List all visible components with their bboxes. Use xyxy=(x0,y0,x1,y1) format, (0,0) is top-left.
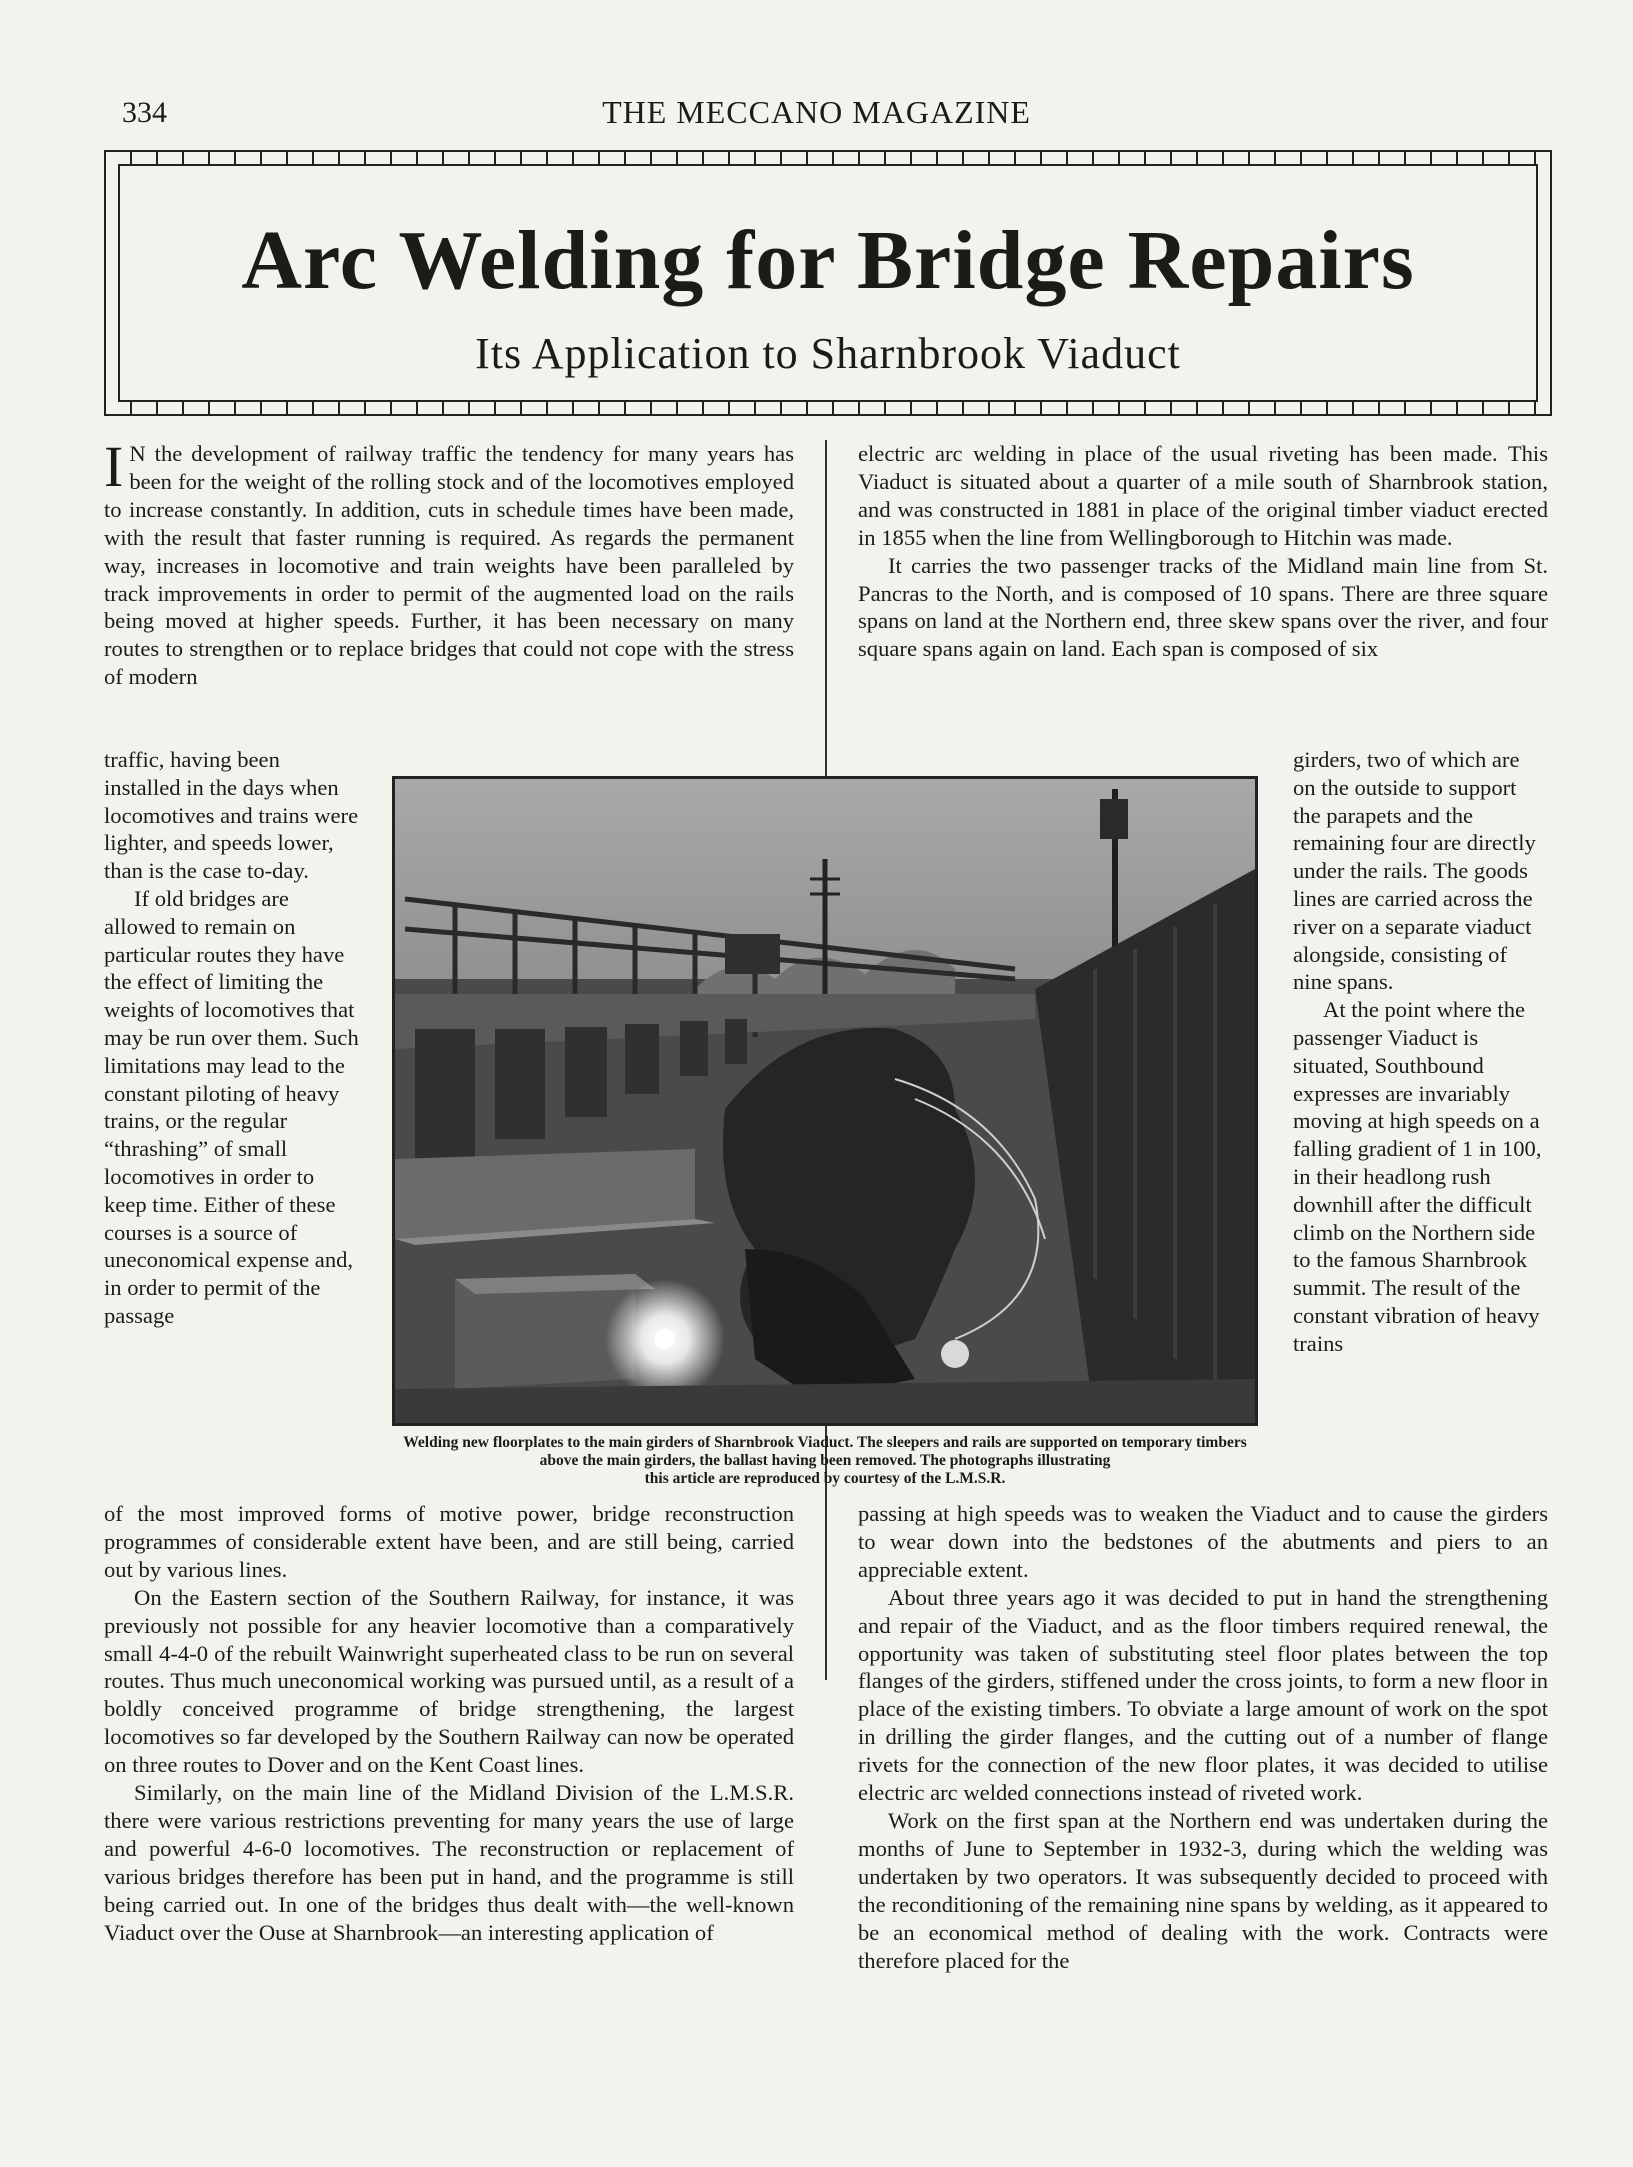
left-column-bottom xyxy=(104,1500,794,1947)
right-top-paragraph-2: It carries the two passenger tracks of the Midland main line from St. Pancras to the North, and is composed of 10 spans. There are three square spans on land at the Northern end, three skew spans over the river, and four square spans again on land. Each span is composed of six xyxy=(858,552,1548,662)
floor-lamp xyxy=(941,1340,969,1368)
right-bottom-paragraph-1: passing at high speeds was to weaken the Viaduct and to cause the girders to wear down into the bedstones of the abutments and piers to an appreciable extent. xyxy=(858,1501,1548,1582)
right-column-bottom xyxy=(858,1500,1548,1974)
right-top-paragraph-1: electric arc welding in place of the usual riveting has been made. This Viaduct is situated about a quarter of a mile south of Sharnbrook station, and was constructed in 1881 in place of the original timber viaduct erected in 1855 when the line from Wellingborough to Hitchin was made. xyxy=(858,441,1548,550)
right-side-paragraph-2: At the point where the passenger Viaduct is situated, Southbound expresses are invariably moving at high speeds on a falling gradient of 1 in 100, in their headlong rush downhill after the difficult climb on the Northern side to the famous Sharnbrook summit. The result of the constant vibration of heavy trains xyxy=(1293,997,1542,1356)
left-side-paragraph-2: If old bridges are allowed to remain on particular routes they have the effect of limiting the weights of locomotives that may be run over them. Such limitations may lead to the constant piloting of heavy trains, or the regular “thrashing” of small locomotives in order to keep time. Either of these courses is a source of uneconomical expense and, in order to permit of the passage xyxy=(104,885,359,1328)
right-column-top xyxy=(858,440,1548,663)
photo-illustration xyxy=(395,779,1255,1423)
drop-cap: I xyxy=(104,434,124,499)
welding-photograph xyxy=(392,776,1258,1426)
hut xyxy=(725,934,780,974)
caption-line-1: Welding new floorplates to the main girders of Sharnbrook Viaduct. The sleepers and rails are supported on temporary timbers above the main girders, the ballast having been removed. The photographs illustrating xyxy=(403,1434,1247,1469)
right-side-text xyxy=(1293,746,1547,1358)
left-bottom-paragraph-2: On the Eastern section of the Southern Railway, for instance, it was previously not possible for any heavier locomotive than a comparatively small 4-4-0 of the rebuilt Wainwright superheated class to be run on several routes. Thus much uneconomical working was pursued until, as a result of a boldly conceived programme of bridge strengthening, the largest locomotives so far developed by the Southern Railway can now be operated on three routes to Dover and on the Kent Coast lines. xyxy=(104,1584,794,1778)
title-box xyxy=(104,150,1552,416)
running-header xyxy=(100,92,1533,132)
right-bottom-paragraph-2: About three years ago it was decided to put in hand the strengthening and repair of the Viaduct, and as the floor timbers required renewal, the opportunity was taken of substituting steel floor plates between the top flanges of the girders, stiffened under the cross joints, to form a new floor in place of the existing timbers. To obviate a large amount of work on the spot in drilling the girder flanges, and the cutting out of a number of flange rivets for the connection of the new floor plates, it was decided to utilise electric arc welded connections instead of riveted work. xyxy=(858,1584,1548,1806)
left-side-paragraph-1: traffic, having been installed in the days when locomotives and trains were lighter, and speeds lower, than is the case to-day. xyxy=(104,747,359,884)
page-number: 334 xyxy=(122,96,167,129)
caption-line-2: this article are reproduced by courtesy of the L.M.S.R. xyxy=(644,1470,1006,1487)
left-bottom-paragraph-1: of the most improved forms of motive power, bridge reconstruction programmes of considerable extent have been, and are still being, carried out by various lines. xyxy=(104,1501,794,1582)
article-subtitle: Its Application to Sharnbrook Viaduct xyxy=(475,329,1181,378)
right-side-paragraph-1: girders, two of which are on the outside to support the parapets and the remaining four are directly under the rails. The goods lines are carried across the river on a separate viaduct alongside, consisting of nine spans. xyxy=(1293,747,1536,995)
photo-caption xyxy=(392,1434,1258,1488)
magazine-title: THE MECCANO MAGAZINE xyxy=(602,94,1031,130)
left-column-top xyxy=(104,434,794,691)
article-title: Arc Welding for Bridge Repairs xyxy=(241,214,1415,307)
left-bottom-paragraph-3: Similarly, on the main line of the Midland Division of the L.M.S.R. there were various restrictions preventing for many years the use of large and powerful 4-6-0 locomotives. The reconstruction or replacement of various bridges therefore has been put in hand, and the programme is still being carried out. In one of the bridges thus dealt with—the well-known Viaduct over the Ouse at Sharnbrook—an interesting application of xyxy=(104,1780,794,1945)
left-side-text xyxy=(104,746,362,1330)
right-bottom-paragraph-3: Work on the first span at the Northern end was undertaken during the months of June to September in 1932-3, during which the welding was undertaken by two operators. It was subsequently decided to proceed with the reconditioning of the remaining nine spans by welding, as it appeared to be an economical method of dealing with the work. Contracts were therefore placed for the xyxy=(858,1807,1548,1973)
opening-paragraph: I N the development of railway traffic the tendency for many years has been for the weight of the rolling stock and of the locomotives employed to increase constantly. In addition, cuts in schedule times have been made, with the result that faster running is required. As regards the permanent way, increases in locomotive and train weights have been paralleled by track improvements in order to permit of the augmented load on the rails being moved at higher speeds. Further, it has been necessary on many routes to strengthen or to replace bridges that could not cope with the stress of modern xyxy=(104,434,794,690)
